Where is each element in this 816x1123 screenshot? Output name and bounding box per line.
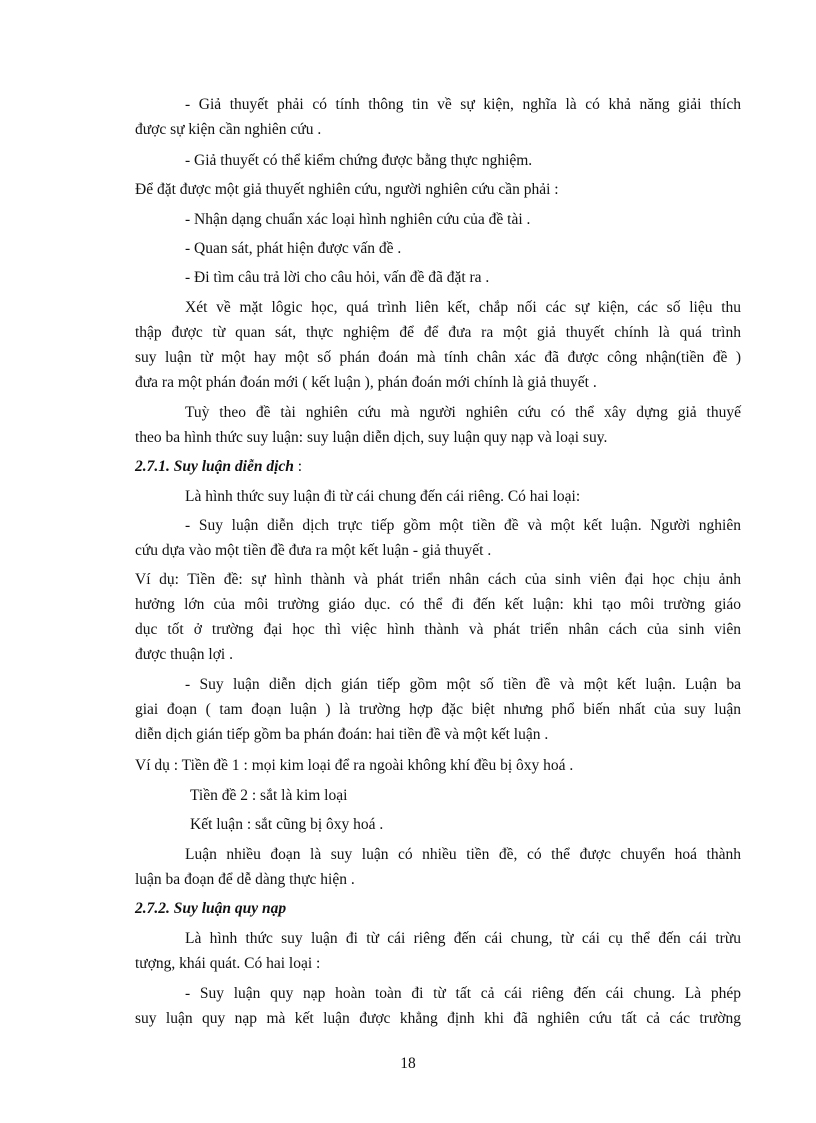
paragraph: - Suy luận diễn dịch trực tiếp gồm một tiền đề và một kết luận. Người nghiên [185, 517, 741, 534]
example-paragraph: Ví dụ: Tiền đề: sự hình thành và phát triển nhân cách của sinh viên đại học chịu ảnh [135, 571, 741, 588]
paragraph-line: tượng, khái quát. Có hai loại : [135, 955, 321, 972]
paragraph: - Suy luận quy nạp hoàn toàn đi từ tất cả cái riêng đến cái chung. Là phép [185, 985, 741, 1002]
paragraph-line: diễn dịch gián tiếp gồm ba phán đoán: hai tiền đề và một kết luận . [135, 726, 549, 743]
paragraph: - Giả thuyết có thể kiểm chứng được bằng thực nghiệm. [185, 152, 533, 169]
paragraph-line: thập được từ quan sát, thực nghiệm để để đưa ra một giả thuyết chính là quá trình [135, 324, 741, 341]
paragraph-line: được sự kiện cần nghiên cứu . [135, 121, 322, 138]
list-item: - Đi tìm câu trả lời cho câu hỏi, vấn đề đã đặt ra . [185, 269, 490, 286]
paragraph: Luận nhiều đoạn là suy luận có nhiều tiền đề, có thể được chuyển hoá thành [185, 846, 741, 863]
paragraph-line: hưởng lớn của môi trường giáo dục. có thể đi đến kết luận: khi tạo môi trường giáo [135, 596, 741, 613]
paragraph: Là hình thức suy luận đi từ cái chung đến cái riêng. Có hai loại: [185, 488, 581, 505]
paragraph-line: được thuận lợi . [135, 646, 233, 663]
page-number: 18 [400, 1055, 416, 1072]
example-premise-2: Tiền đề 2 : sắt là kim loại [190, 787, 348, 804]
paragraph-line: suy luận từ một hay một số phán đoán mà tính chân xác đã được công nhận(tiền đề ) [135, 349, 741, 366]
paragraph-line: cứu dựa vào một tiền đề đưa ra một kết luận - giả thuyết . [135, 542, 492, 559]
example-premise-1: Ví dụ : Tiền đề 1 : mọi kim loại để ra ngoài không khí đều bị ôxy hoá . [135, 757, 574, 774]
section-heading: 2.7.1. Suy luận diễn dịch : [135, 458, 303, 475]
paragraph-line: đưa ra một phán đoán mới ( kết luận ), phán đoán mới chính là giả thuyết . [135, 374, 597, 391]
paragraph-line: dục tốt ở trường đại học thì việc hình thành và phát triển nhân cách của sinh viên [135, 621, 741, 638]
section-heading: 2.7.2. Suy luận quy nạp [135, 900, 287, 917]
paragraph: Tuỳ theo đề tài nghiên cứu mà người nghiên cứu có thể xây dựng giả thuyế [185, 404, 741, 421]
example-conclusion: Kết luận : sắt cũng bị ôxy hoá . [190, 816, 384, 833]
paragraph: - Giả thuyết phải có tính thông tin về sự kiện, nghĩa là có khả năng giải thích [185, 96, 741, 113]
paragraph-line: suy luận quy nạp mà kết luận được khẳng định khi đã nghiên cứu tất cả các trường [135, 1010, 741, 1027]
paragraph: Xét về mặt lôgic học, quá trình liên kết, chắp nối các sự kiện, các số liệu thu [185, 299, 741, 316]
list-item: - Nhận dạng chuẩn xác loại hình nghiên cứu của đề tài . [185, 211, 531, 228]
paragraph-line: giai đoạn ( tam đoạn luận ) là trường hợp đặc biệt nhưng phổ biến nhất của suy luận [135, 701, 741, 718]
paragraph-line: luận ba đoạn để dễ dàng thực hiện . [135, 871, 355, 888]
paragraph: Là hình thức suy luận đi từ cái riêng đến cái chung, từ cái cụ thể đến cái trừu [185, 930, 741, 947]
paragraph: Để đặt được một giả thuyết nghiên cứu, người nghiên cứu cần phải : [135, 181, 559, 198]
list-item: - Quan sát, phát hiện được vấn đề . [185, 240, 402, 257]
paragraph: - Suy luận diễn dịch gián tiếp gồm một số tiền đề và một kết luận. Luận ba [185, 676, 741, 693]
paragraph-line: theo ba hình thức suy luận: suy luận diễn dịch, suy luận quy nạp và loại suy. [135, 429, 608, 446]
